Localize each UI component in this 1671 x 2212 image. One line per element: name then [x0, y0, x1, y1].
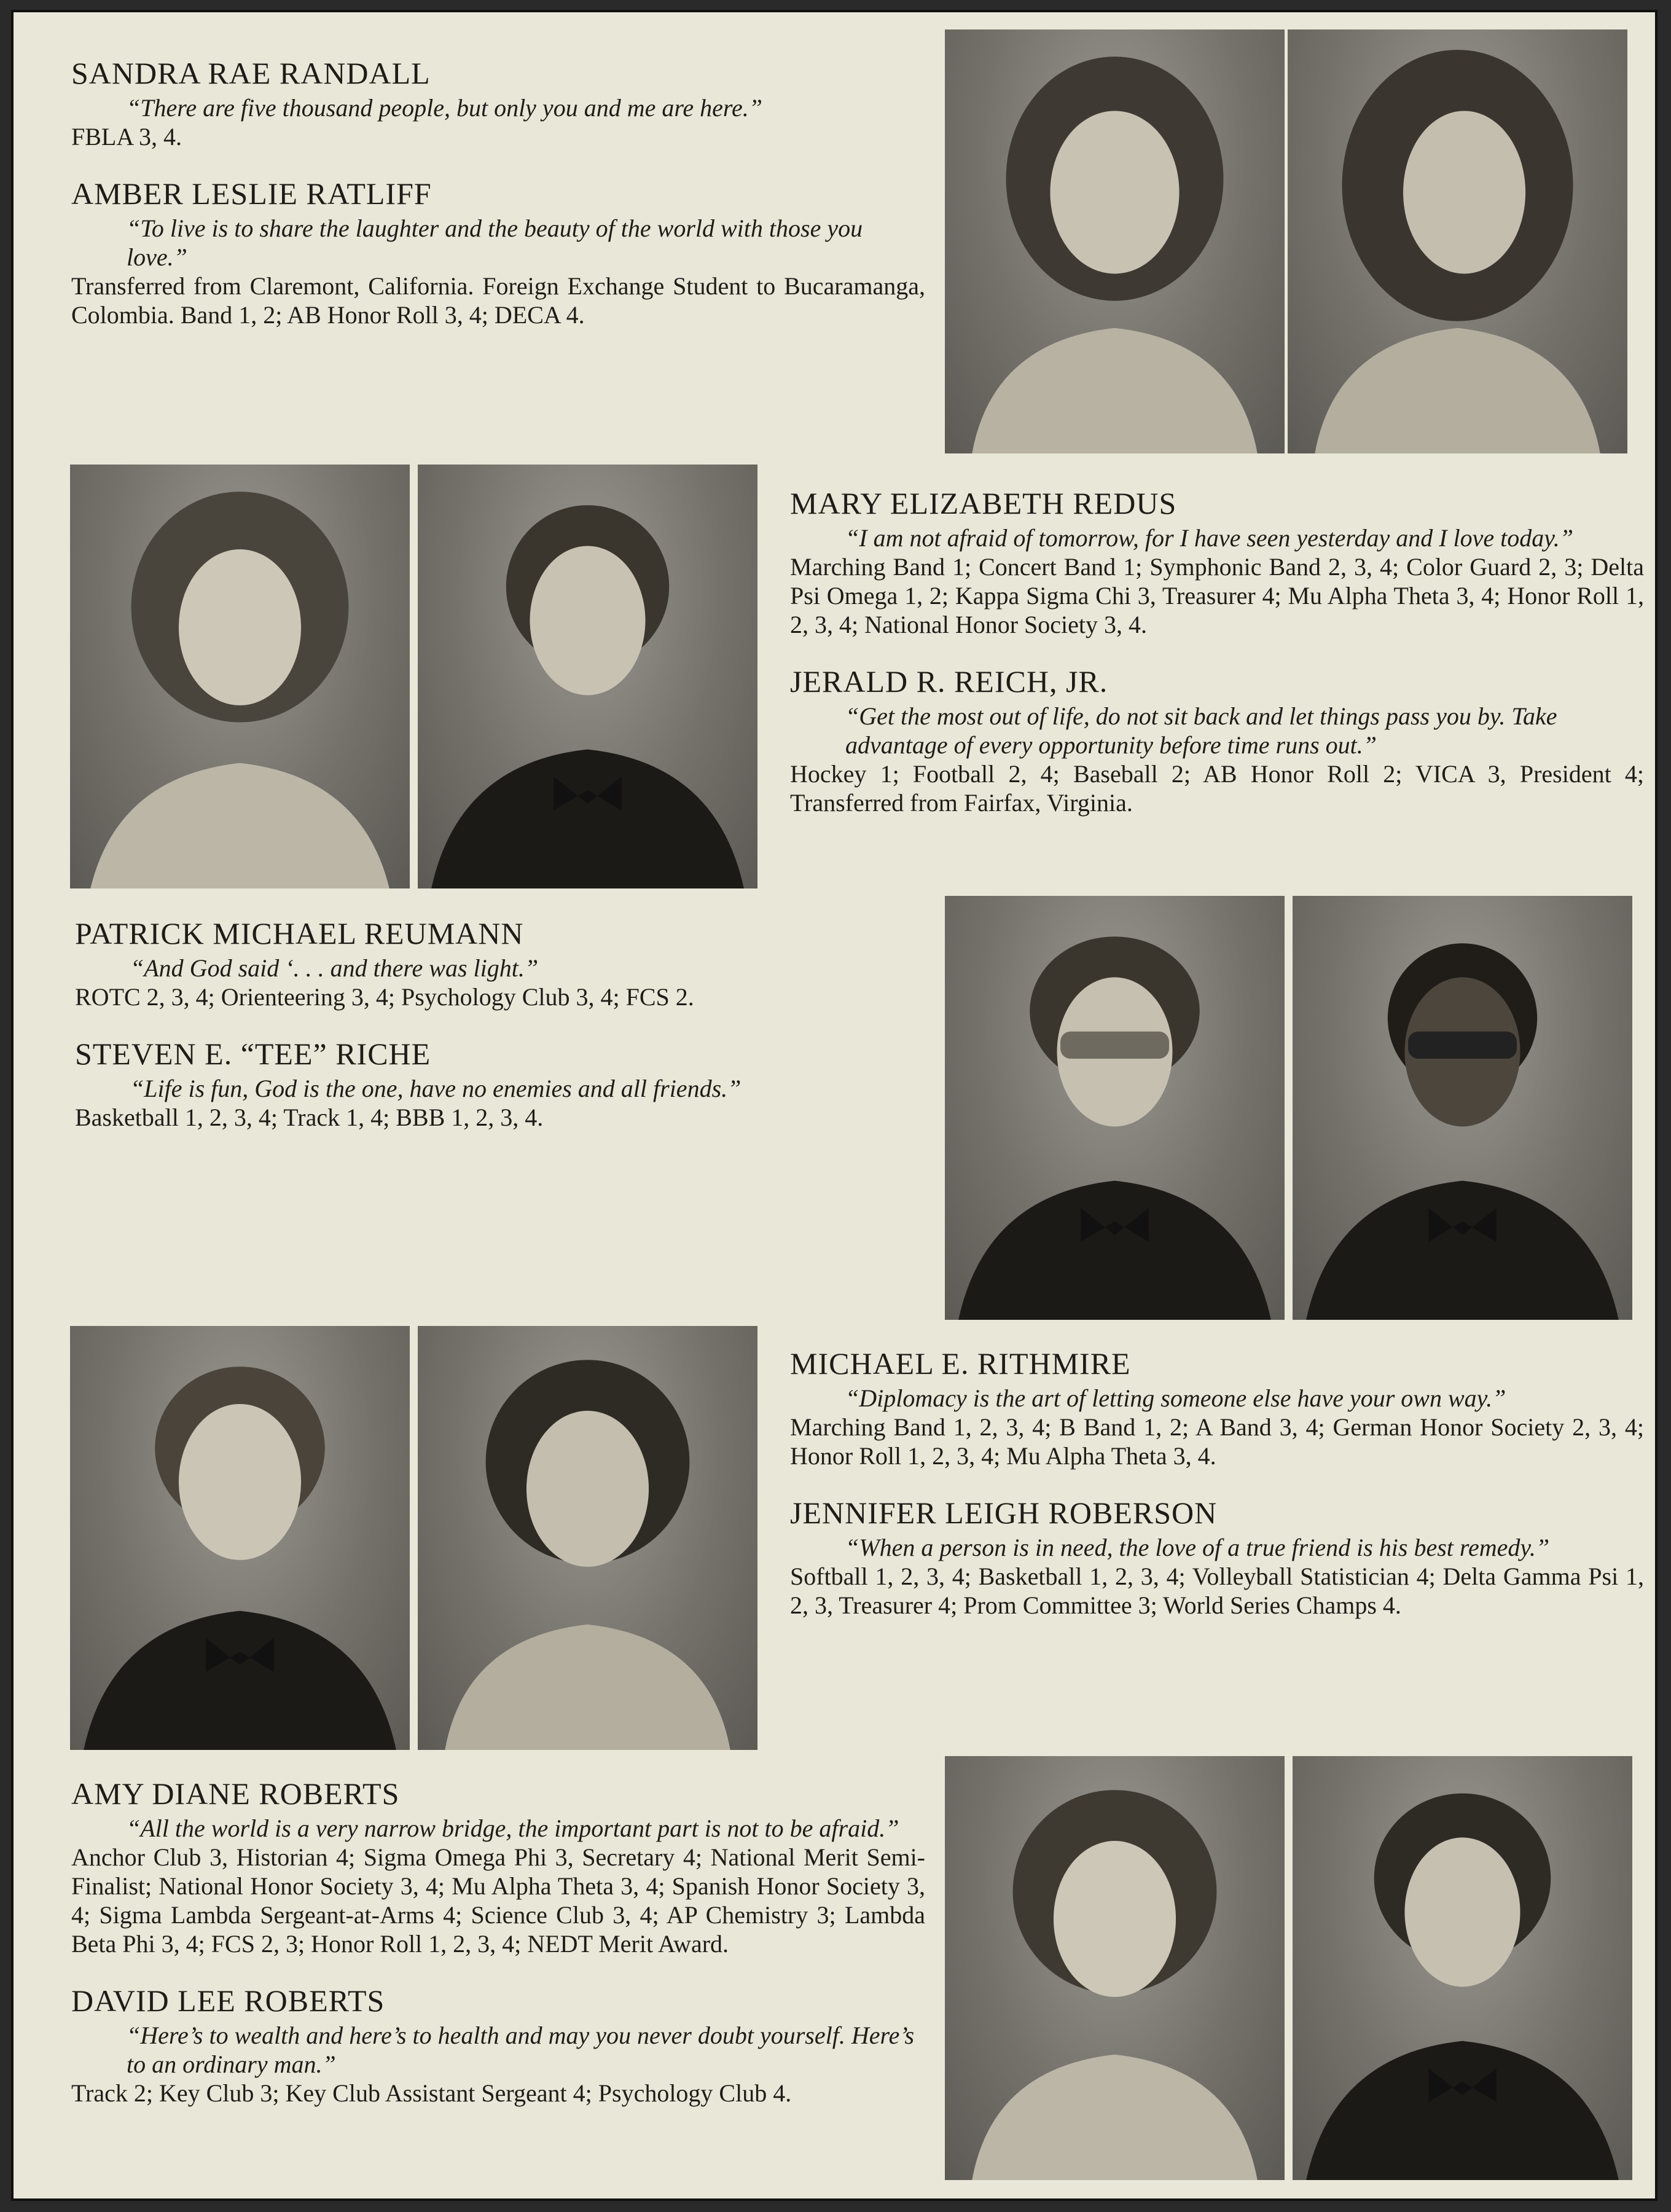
portrait-silhouette	[418, 465, 757, 888]
portrait-photo	[70, 465, 410, 888]
student-quote: “I am not afraid of tomorrow, for I have seen yesterday and I love today.”	[845, 524, 1574, 552]
bio-group-4	[790, 1346, 1644, 1644]
portrait-photo	[418, 465, 757, 888]
portrait-photo	[1293, 896, 1632, 1320]
bio-group-2	[790, 485, 1644, 842]
student-name: SANDRA RAE RANDALL	[71, 56, 431, 90]
portrait-silhouette	[70, 465, 410, 888]
student-name: MARY ELIZABETH REDUS	[790, 486, 1177, 520]
student-name: DAVID LEE ROBERTS	[71, 1983, 385, 2018]
student-quote: “Here’s to wealth and here’s to health and may you never doubt yourself. Here’s to an ordinary man.”	[127, 2022, 915, 2078]
student-activities: Hockey 1; Football 2, 4; Baseball 2; AB Honor Roll 2; VICA 3, President 4; Transferred from Fairfax, Virginia.	[790, 760, 1644, 817]
bio-group-3	[75, 916, 929, 1156]
student-activities: Softball 1, 2, 3, 4; Basketball 1, 2, 3, 4; Volleyball Statistician 4; Delta Gamma Psi 1, 2, 3, Treasurer 4; Prom Committee 3; World Series Champs 4.	[790, 1563, 1644, 1619]
portrait-silhouette	[1293, 896, 1632, 1320]
portrait-photo	[70, 1326, 410, 1750]
student-quote: “Get the most out of life, do not sit back and let things pass you by. Take advantage of every opportunity before time runs out.”	[845, 702, 1557, 759]
student-activities: Marching Band 1, 2, 3, 4; B Band 1, 2; A Band 3, 4; German Honor Society 2, 3, 4; Honor Roll 1, 2, 3, 4; Mu Alpha Theta 3, 4.	[790, 1413, 1644, 1470]
student-name: MICHAEL E. RITHMIRE	[790, 1346, 1131, 1381]
student-quote: “Life is fun, God is the one, have no enemies and all friends.”	[130, 1075, 742, 1102]
portrait-silhouette	[945, 1756, 1285, 2180]
student-activities: Marching Band 1; Concert Band 1; Symphonic Band 2, 3, 4; Color Guard 2, 3; Delta Psi Omega 1, 2; Kappa Sigma Chi 3, Treasurer 4; Mu Alpha Theta 3, 4; Honor Roll 1, 2, 3, 4; National Honor Society 3, 4.	[790, 553, 1644, 638]
yearbook-page	[11, 10, 1657, 2201]
student-quote: “There are five thousand people, but only you and me are here.”	[127, 94, 762, 122]
student-bio	[71, 1983, 925, 2108]
student-name: JERALD R. REICH, JR.	[790, 664, 1108, 699]
portrait-silhouette	[418, 1326, 757, 1750]
student-name: AMBER LESLIE RATLIFF	[71, 176, 432, 211]
portrait-silhouette	[70, 1326, 410, 1750]
student-bio	[71, 1776, 925, 1958]
portrait-photo	[418, 1326, 757, 1750]
student-bio	[71, 176, 925, 329]
student-bio	[75, 1036, 929, 1132]
student-bio	[790, 1495, 1644, 1620]
portrait-photo	[945, 29, 1285, 453]
student-activities: Track 2; Key Club 3; Key Club Assistant Sergeant 4; Psychology Club 4.	[71, 2079, 792, 2107]
student-name: PATRICK MICHAEL REUMANN	[75, 916, 524, 951]
student-quote: “Diplomacy is the art of letting someone else have your own way.”	[845, 1384, 1506, 1412]
student-activities: Basketball 1, 2, 3, 4; Track 1, 4; BBB 1, 2, 3, 4.	[75, 1104, 544, 1131]
portrait-photo	[1288, 29, 1627, 453]
bio-group-1	[71, 55, 925, 354]
student-quote: “To live is to share the laughter and the beauty of the world with those you love.”	[127, 214, 863, 271]
student-activities: FBLA 3, 4.	[71, 123, 182, 151]
portrait-silhouette	[1288, 29, 1627, 453]
bio-group-5	[71, 1776, 925, 2132]
student-name: STEVEN E. “TEE” RICHE	[75, 1037, 431, 1071]
portrait-silhouette	[1293, 1756, 1632, 2180]
student-activities: Anchor Club 3, Historian 4; Sigma Omega Phi 3, Secretary 4; National Merit Semi-Finalist; National Honor Society 3, 4; Mu Alpha Theta 3, 4; Spanish Honor Society 3, 4; Sigma Lambda Sergeant-at-Arms 4; Science Club 3, 4; AP Chemistry 3; Lambda Beta Phi 3, 4; FCS 2, 3; Honor Roll 1, 2, 3, 4; NEDT Merit Award.	[71, 1843, 925, 1958]
portrait-silhouette	[945, 29, 1285, 453]
student-bio	[75, 916, 929, 1011]
portrait-photo	[945, 896, 1285, 1320]
student-bio	[71, 55, 925, 151]
student-name: AMY DIANE ROBERTS	[71, 1776, 400, 1811]
student-quote: “When a person is in need, the love of a true friend is his best remedy.”	[845, 1534, 1550, 1561]
student-activities: ROTC 2, 3, 4; Orienteering 3, 4; Psychology Club 3, 4; FCS 2.	[75, 983, 694, 1011]
portrait-silhouette	[945, 896, 1285, 1320]
student-bio	[790, 1346, 1644, 1470]
student-quote: “All the world is a very narrow bridge, the important part is not to be afraid.”	[127, 1814, 899, 1842]
student-quote: “And God said ‘. . . and there was light.”	[130, 954, 539, 982]
student-activities: Transferred from Claremont, California. Foreign Exchange Student to Bucaramanga, Colombia. Band 1, 2; AB Honor Roll 3, 4; DECA 4.	[71, 272, 925, 329]
portrait-photo	[1293, 1756, 1632, 2180]
student-name: JENNIFER LEIGH ROBERSON	[790, 1496, 1218, 1530]
student-bio	[790, 664, 1644, 817]
student-bio	[790, 485, 1644, 639]
portrait-photo	[945, 1756, 1285, 2180]
